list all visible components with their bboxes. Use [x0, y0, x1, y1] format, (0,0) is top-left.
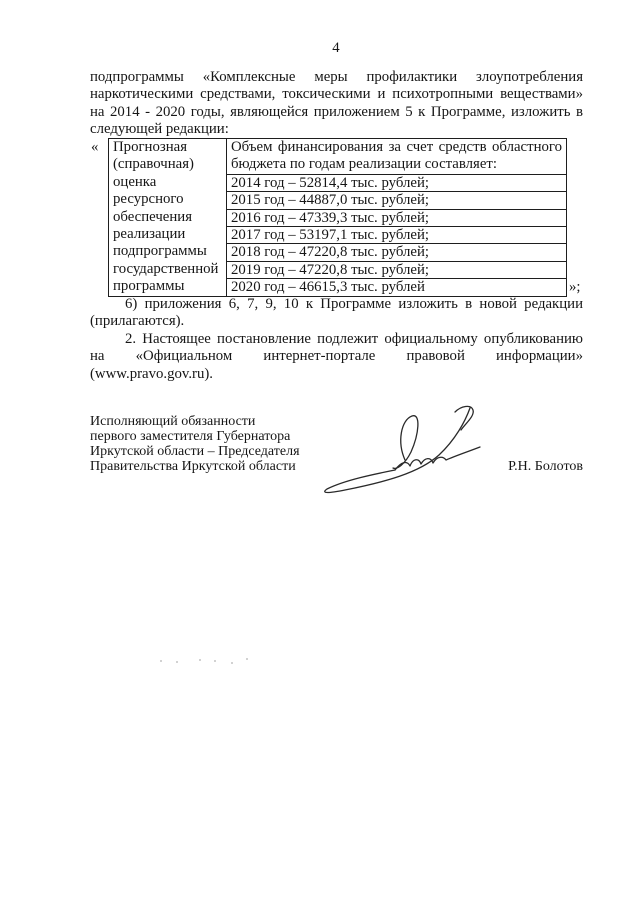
- label-line: реализации: [113, 225, 186, 242]
- item-2-line: на «Официальном интернет-портале правовой информации»: [90, 348, 583, 365]
- funding-year-row: 2016 год – 47339,3 тыс. рублей;: [227, 209, 566, 226]
- funding-year-row: 2017 год – 53197,1 тыс. рублей;: [227, 226, 566, 243]
- label-line: программы: [113, 278, 185, 295]
- item-2-line: 2. Настоящее постановление подлежит официальному опубликованию: [125, 330, 583, 347]
- label-line: обеспечения: [113, 208, 193, 225]
- intro-line: подпрограммы «Комплексные меры профилактики злоупотребления: [90, 69, 583, 85]
- label-line: ресурсного: [113, 191, 184, 208]
- label-line: (справочная): [113, 156, 194, 173]
- scan-artifact-dot: [214, 660, 216, 662]
- label-line: государственной: [113, 260, 219, 277]
- table-value-cell: [227, 139, 566, 296]
- intro-line: на 2014 - 2020 годы, являющейся приложением 5 к Программе, изложить в: [90, 103, 583, 120]
- signer-title-line: Иркутской области – Председателя: [90, 444, 300, 459]
- intro-paragraph: [90, 69, 583, 139]
- signer-name: Р.Н. Болотов: [508, 459, 583, 474]
- label-line: подпрограммы: [113, 243, 207, 260]
- items-block: [90, 296, 583, 383]
- funding-year-row: 2019 год – 47220,8 тыс. рублей;: [227, 261, 566, 278]
- item-6-line: 6) приложения 6, 7, 9, 10 к Программе изложить в новой редакции: [125, 296, 583, 312]
- resource-funding-table: [108, 138, 567, 297]
- funding-header-line: Объем финансирования за счет средств областного: [231, 139, 562, 155]
- signer-title: [90, 414, 350, 474]
- signer-title-line: Правительства Иркутской области: [90, 459, 296, 474]
- funding-year-row: 2020 год – 46615,3 тыс. рублей: [227, 278, 566, 295]
- label-line: Прогнозная: [113, 139, 188, 155]
- item-2-line: (www.pravo.gov.ru).: [90, 365, 213, 382]
- scan-artifact-dot: [246, 658, 248, 660]
- handwritten-signature: [315, 400, 490, 500]
- label-line: оценка: [113, 173, 157, 190]
- table-open-quote: «: [91, 139, 99, 155]
- scan-artifact-dot: [199, 659, 201, 661]
- signer-title-line: первого заместителя Губернатора: [90, 429, 291, 444]
- table-label-cell: [109, 139, 227, 296]
- scan-artifact-dot: [231, 662, 233, 664]
- funding-year-row: 2018 год – 47220,8 тыс. рублей;: [227, 243, 566, 260]
- table-close-quote: »;: [569, 279, 581, 295]
- funding-header-line: бюджета по годам реализации составляет:: [231, 156, 497, 173]
- page-number: 4: [332, 40, 340, 56]
- item-6-line: (прилагаются).: [90, 313, 185, 330]
- funding-year-row: 2015 год – 44887,0 тыс. рублей;: [227, 191, 566, 208]
- scan-artifact-dot: [160, 660, 162, 662]
- intro-line: следующей редакции:: [90, 121, 229, 138]
- intro-line: наркотическими средствами, токсическими и психотропными веществами»: [90, 86, 583, 103]
- funding-year-row: 2014 год – 52814,4 тыс. рублей;: [227, 174, 566, 191]
- signer-title-line: Исполняющий обязанности: [90, 414, 256, 429]
- scan-artifact-dot: [176, 661, 178, 663]
